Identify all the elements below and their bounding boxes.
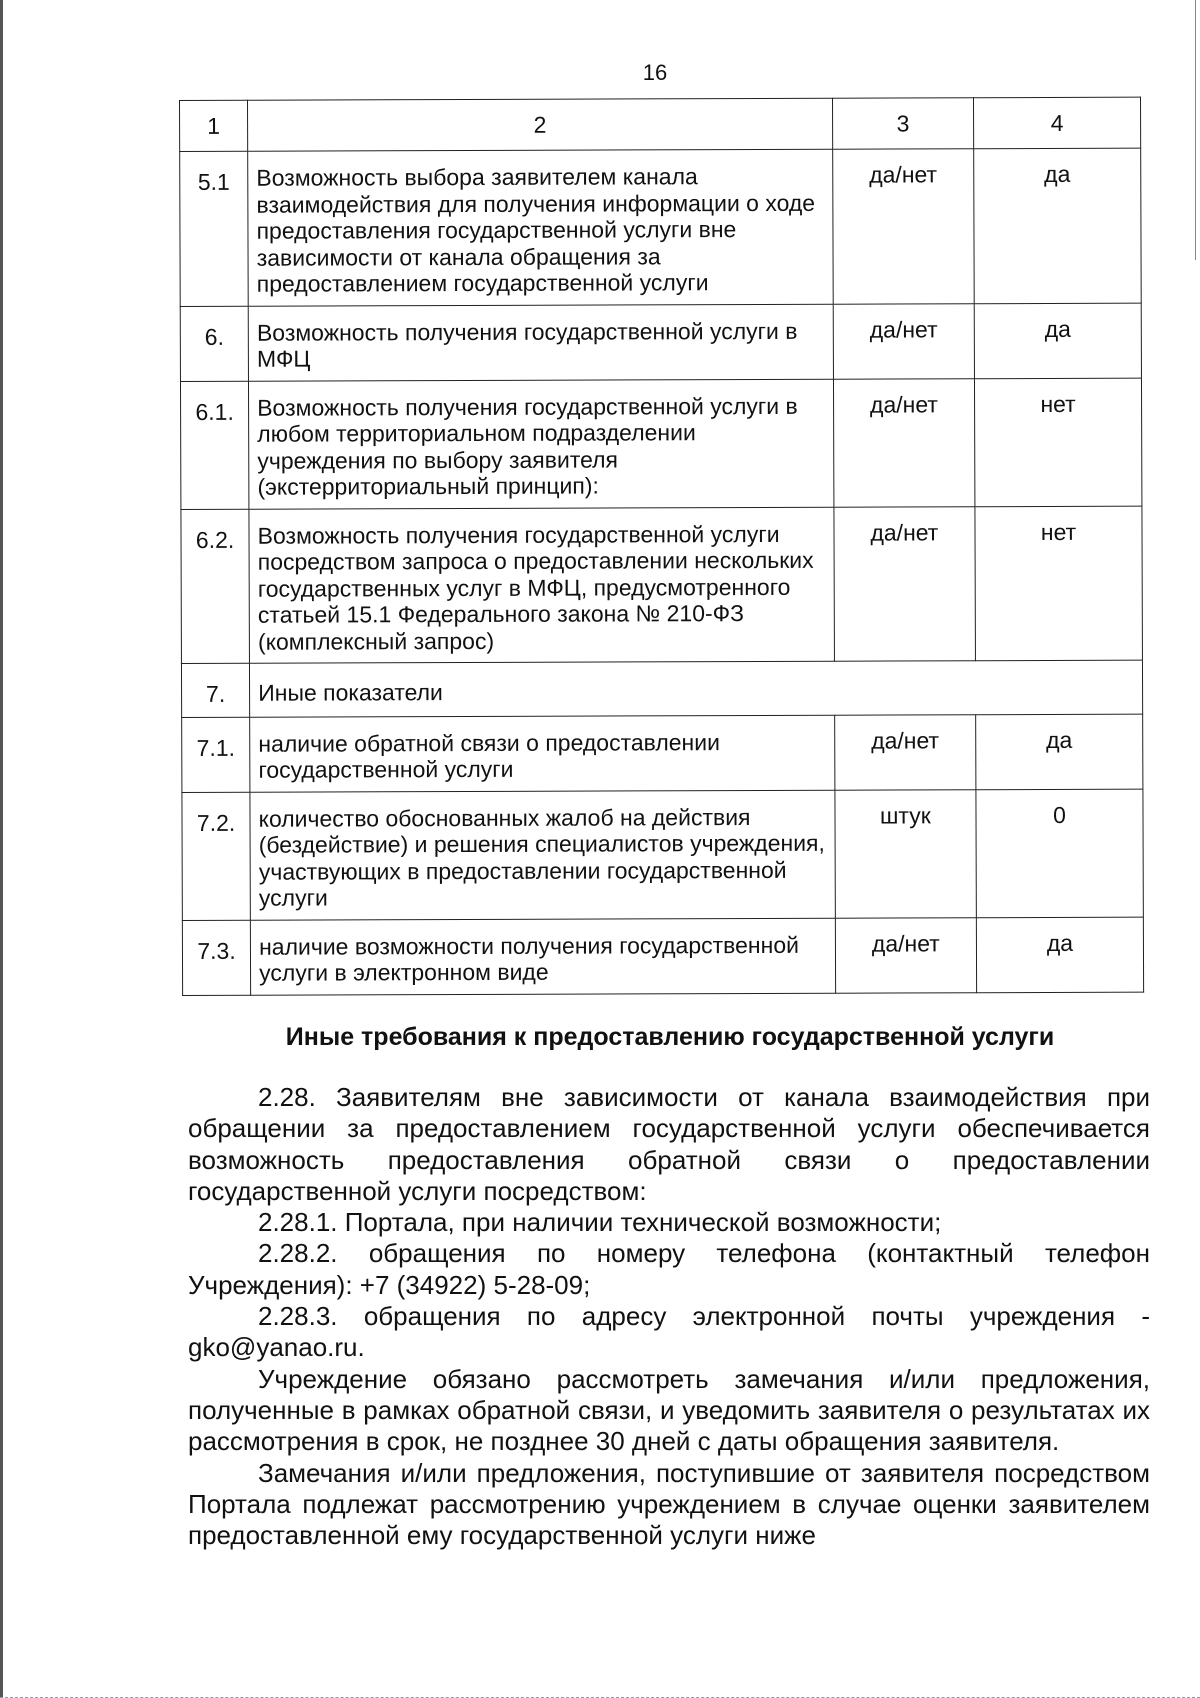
paragraph: Учреждение обязано рассмотреть замечания и/или предложения, полученные в рамках обратной связи, и уведомить заявителя о результатах их рассмотрения в срок, не позднее 30 дней с даты обращения заявителя. xyxy=(188,1363,1150,1457)
header-cell-1: 1 xyxy=(180,100,248,151)
row-indicator-name: наличие возможности получения государственной услуги в электронном виде xyxy=(250,918,835,995)
row-number: 6.1. xyxy=(180,381,249,509)
row-value: да xyxy=(976,917,1143,993)
section-body xyxy=(188,1082,1150,1551)
row-number: 7.1. xyxy=(182,717,250,792)
row-number: 6. xyxy=(180,306,248,381)
table-row xyxy=(182,789,1143,920)
row-number: 7.2. xyxy=(182,792,251,920)
row-number: 7.3. xyxy=(182,920,250,995)
table-row xyxy=(180,148,1142,306)
row-number: 7. xyxy=(181,663,249,717)
row-value: да xyxy=(974,303,1141,379)
header-cell-3: 3 xyxy=(832,98,973,149)
row-value: да xyxy=(976,714,1143,790)
table-row xyxy=(181,506,1143,664)
row-value: нет xyxy=(974,378,1141,507)
table-row xyxy=(182,714,1143,792)
section-heading: Иные требования к предоставлению государственной услуги xyxy=(285,1023,1055,1051)
row-section-title: Иные показатели xyxy=(250,660,1143,717)
table-header-row xyxy=(180,97,1141,151)
row-unit: да/нет xyxy=(833,303,975,378)
indicators-table xyxy=(179,97,1144,996)
paragraph: Замечания и/или предложения, поступившие от заявителя посредством Портала подлежат рассмотрению учреждением в случае оценки заявителем предоставленной ему государственной услуги ниже xyxy=(188,1457,1150,1551)
row-number: 5.1 xyxy=(180,151,249,306)
page-number: 16 xyxy=(642,60,668,85)
scan-border-left xyxy=(0,0,3,1698)
row-indicator-name: Возможность выбора заявителем канала взаимодействия для получения информации о ходе предоставления государственной услуги вне зависимости от канала обращения за предоставлением государственной услуги xyxy=(248,149,833,306)
row-unit: да/нет xyxy=(835,917,977,992)
paragraph: 2.28.3. обращения по адресу электронной почты учреждения - gko@yanao.ru. xyxy=(188,1301,1150,1363)
row-unit: да/нет xyxy=(834,714,976,789)
row-unit: да/нет xyxy=(833,378,975,506)
header-cell-2: 2 xyxy=(248,98,833,151)
row-value: да xyxy=(974,148,1142,303)
row-unit: штук xyxy=(835,789,977,917)
row-unit: да/нет xyxy=(834,506,976,661)
table-row xyxy=(180,303,1141,381)
header-cell-4: 4 xyxy=(973,97,1140,149)
row-value: нет xyxy=(975,506,1143,661)
table-row xyxy=(180,378,1141,509)
row-number: 6.2. xyxy=(181,509,250,664)
row-indicator-name: наличие обратной связи о предоставлении государственной услуги xyxy=(250,715,835,792)
paragraph: 2.28. Заявителям вне зависимости от канала взаимодействия при обращении за предоставлением государственной услуги обеспечивается возможность предоставления обратной связи о предоставлении государственной услуги посредством: xyxy=(188,1082,1150,1206)
row-indicator-name: Возможность получения государственной услуги в МФЦ xyxy=(248,304,833,381)
row-indicator-name: Возможность получения государственной услуги посредством запроса о предоставлении нескольких государственных услуг в МФЦ, предусмотренного статьей 15.1 Федерального закона № 210-ФЗ (комплексный запрос) xyxy=(249,507,834,664)
scan-border-right xyxy=(1195,0,1196,260)
row-value: 0 xyxy=(976,789,1143,918)
paragraph: 2.28.1. Портала, при наличии технической возможности; xyxy=(258,1207,942,1238)
row-unit: да/нет xyxy=(832,149,974,304)
paragraph: 2.28.2. обращения по номеру телефона (контактный телефон Учреждения): +7 (34922) 5-28-09; xyxy=(188,1238,1150,1300)
table-section-row xyxy=(181,660,1142,717)
row-indicator-name: Возможность получения государственной услуги в любом территориальном подразделении учреждения по выбору заявителя (экстерриториальный принцип): xyxy=(249,379,834,509)
table-row xyxy=(182,917,1143,995)
row-indicator-name: количество обоснованных жалоб на действия (бездействие) и решения специалистов учреждения, участвующих в предоставлении государственной услуги xyxy=(250,790,835,920)
